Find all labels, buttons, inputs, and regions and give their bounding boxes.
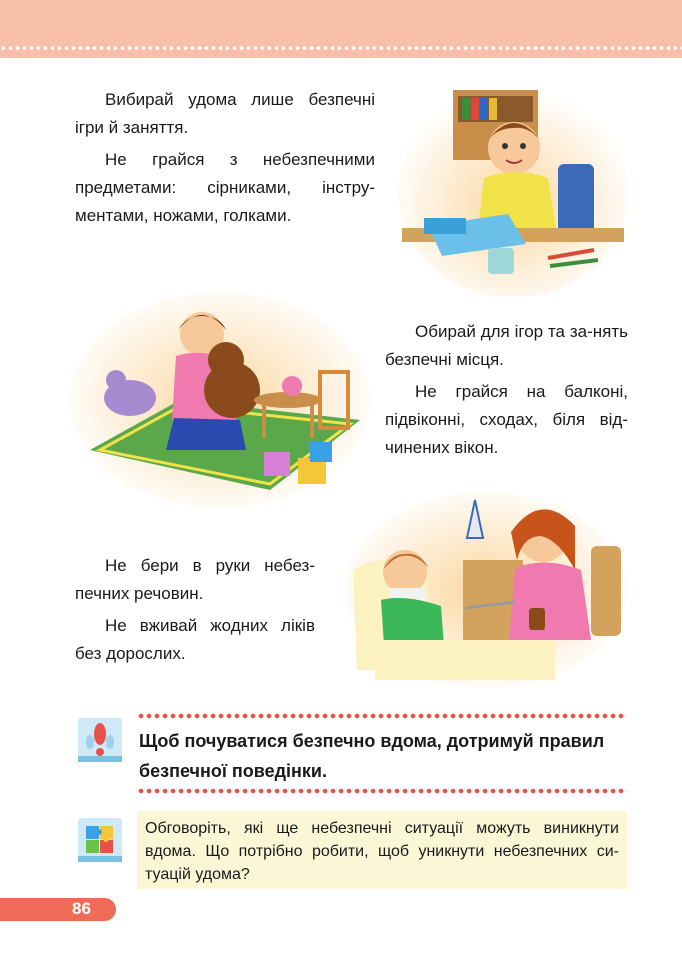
girl-playing-toys-illustration	[70, 290, 370, 510]
text-line: Обирай для ігор та за-нять безпечні місця.	[385, 322, 628, 369]
paragraph-safe-places	[385, 318, 628, 462]
text-line: Вибирай удома лише безпечні ігри й заняття.	[75, 90, 375, 137]
text-line: Не бери в руки небез-печних речовин.	[75, 556, 315, 603]
discussion-box	[137, 811, 627, 889]
text-line: Не вживай жодних ліків без дорослих.	[75, 616, 315, 663]
rule-top-divider	[137, 713, 627, 719]
puzzle-icon	[78, 818, 122, 862]
page-number-tab	[0, 898, 116, 921]
boy-painting-illustration	[398, 78, 628, 296]
exclamation-icon	[78, 718, 122, 762]
page-number: 86	[72, 899, 91, 918]
paragraph-safe-games	[75, 86, 375, 230]
sick-boy-with-mother-illustration	[345, 490, 627, 690]
paragraph-dangerous-substances	[75, 552, 315, 668]
rule-text: Щоб почуватися безпечно вдома, дотримуй правил безпечної поведінки.	[139, 731, 605, 781]
header-dotted-line	[0, 44, 682, 52]
text-line: Не грайся на балконі, підвіконні, сходах, біля від-чинених вікон.	[385, 382, 628, 457]
text-line: Не грайся з небезпечними предметами: сірниками, інстру-ментами, ножами, голками.	[75, 150, 375, 225]
discussion-text: Обговоріть, які ще небезпечні ситуації можуть виникнути вдома. Що потрібно робити, щоб уникнути небезпечних си-туацій удома?	[145, 820, 619, 883]
rule-bottom-divider	[137, 788, 627, 794]
